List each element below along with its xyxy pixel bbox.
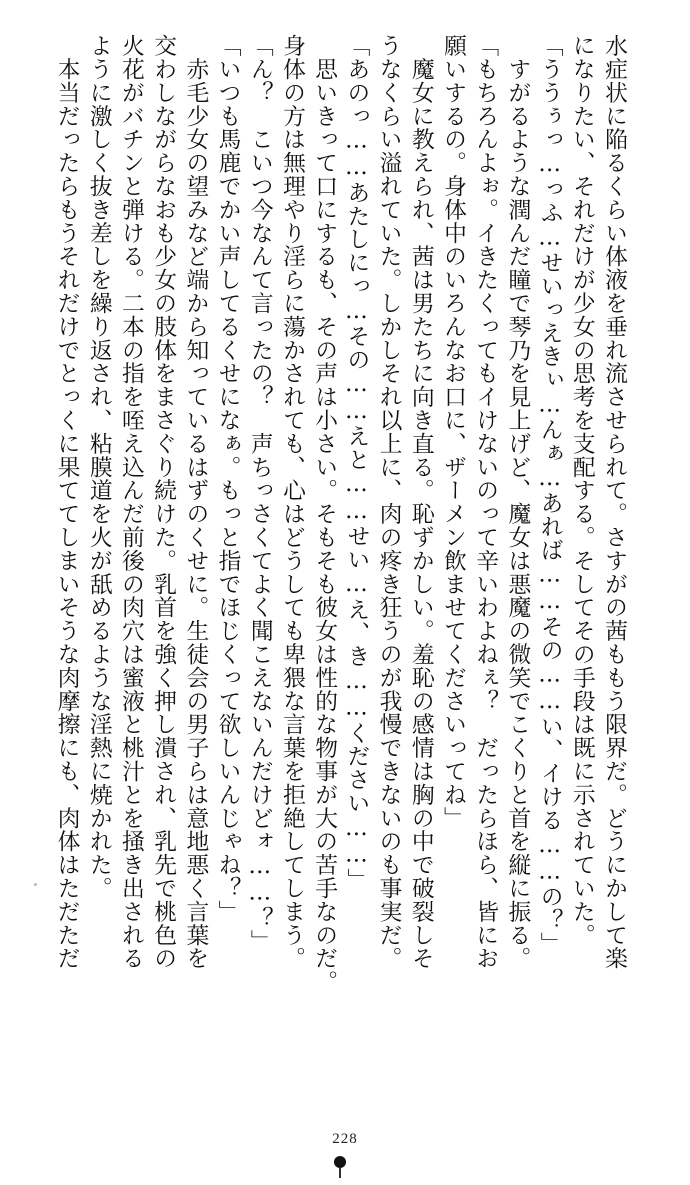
text-line: すがるような潤んだ瞳で琴乃を見上げど、魔女は悪魔の微笑でこくりと首を縦に振る。 [504,34,531,970]
text-line: 赤毛少女の望みなど端から知っているはずのくせに。生徒会の男子らは意地悪く言葉を [182,34,209,970]
text-line: になりたい、それだけが少女の思考を支配する。そしてその手段は既に示されていた。 [568,34,595,947]
text-line: 「ん？ こいつ今なんて言ったの？ 声ちっさくてよく聞こえないんだけどォ……？」 [246,34,273,953]
text-line: 身体の方は無理やり淫らに蕩かされても、心はどうしても卑猥な言葉を拒絶してしまう。 [278,34,305,970]
text-line: 「ううぅっ…っふ…せいっえきぃ…んぁ…あれば……その……い、イける……の？」 [536,34,563,956]
text-line: 魔女に教えられ、茜は男たちに向き直る。恥ずかしい。羞恥の感情は胸の中で破裂しそ [407,34,434,970]
vertical-text-body [53,34,630,994]
margin-speck [34,883,37,886]
text-line: 交わしながらなおも少女の肢体をまさぐり続けた。乳首を強く押し潰され、乳先で桃色の [150,34,177,970]
page-number: 228 [332,1131,358,1147]
text-line: 火花がバチンと弾ける。二本の指を咥え込んだ前後の肉穴は蜜液と桃汁とを掻き出される [117,34,144,970]
text-line: 願いするの。身体中のいろんなお口に、ザーメン飲ませてくださいってね」 [439,34,466,830]
text-line: うなくらい溢れていた。しかしそれ以上に、肉の疼き狂うのが我慢できないのも事実だ。 [375,34,402,970]
text-line: 水症状に陥るくらい体液を垂れ流させられて。さすがの茜ももう限界だ。どうにかして楽 [601,34,627,970]
text-line: 「いつも馬鹿でかい声してるくせになぁ。もっと指でほじくって欲しいんじゃね？」 [214,34,241,924]
page-dot-ornament-icon [334,1156,346,1168]
text-line: 「もちろんよぉ。イきたくってもイけないのって辛いわよねぇ？ だったらほら、皆にお [472,34,499,970]
text-line: 思いきって口にするも、その声は小さい。そもそも彼女は性的な物事が大の苦手なのだ。 [311,34,338,994]
page-ornament-stem [339,1168,341,1178]
text-line: ように激しく抜き差しを繰り返され、粘膜道を火が舐めるような淫熱に焼かれた。 [85,34,112,900]
text-line: 本当だったらもうそれだけでとっくに果ててしまいそうな肉摩擦にも、肉体はただただ [53,34,80,970]
text-line: 「あのっ……あたしにっ…その……えと……せい…え、き……ください……」 [343,34,370,892]
